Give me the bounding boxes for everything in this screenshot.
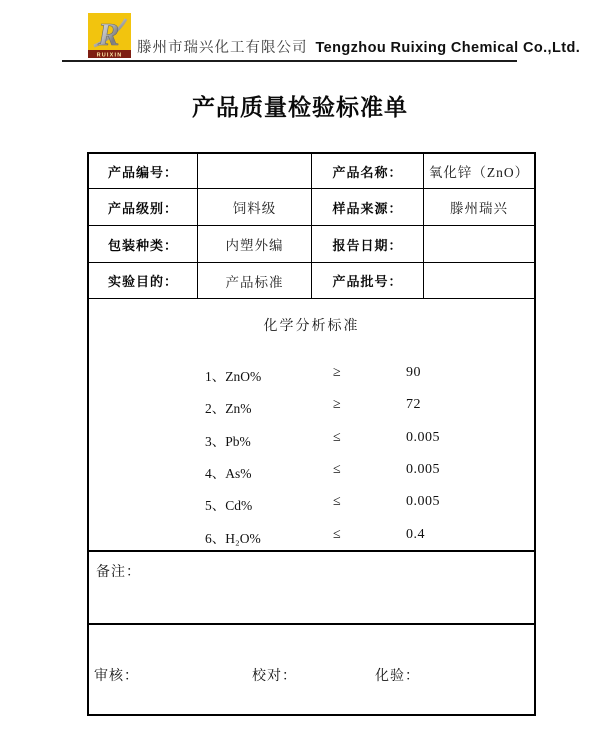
spec-table bbox=[87, 152, 536, 716]
field-label-product-no: 产品编号： bbox=[107, 164, 178, 180]
info-cell bbox=[89, 189, 198, 226]
logo-letter: R bbox=[98, 16, 120, 52]
analysis-section bbox=[89, 299, 534, 552]
field-label-report-date: 报告日期： bbox=[332, 237, 403, 253]
analysis-item-name: 5、Cd% bbox=[205, 498, 253, 513]
info-cell bbox=[424, 189, 534, 226]
field-label-sample-source: 样品来源： bbox=[332, 200, 403, 216]
analysis-item-name: 2、Zn% bbox=[205, 401, 252, 416]
proofread-label: 校对： bbox=[252, 669, 297, 684]
field-value-packaging-type: 内塑外编 bbox=[225, 238, 284, 253]
page-title: 产品质量检验标准单 bbox=[192, 94, 408, 120]
analysis-item-name: 4、As% bbox=[205, 466, 252, 481]
review-label: 审核： bbox=[94, 669, 139, 684]
analysis-item-name: 1、ZnO% bbox=[205, 369, 262, 384]
header-divider bbox=[62, 60, 517, 62]
remarks-section bbox=[89, 552, 534, 625]
info-cell bbox=[198, 189, 312, 226]
signature-section bbox=[89, 625, 534, 714]
analysis-item-h2o bbox=[89, 527, 534, 546]
ruixin-logo-icon bbox=[88, 13, 131, 58]
analysis-item-value: 0.005 bbox=[406, 430, 440, 445]
logo-brand-text: RUIXIN bbox=[96, 52, 123, 58]
analysis-item-as bbox=[89, 462, 534, 481]
analysis-item-zno bbox=[89, 365, 534, 384]
analysis-item-name: 6、H₂O% bbox=[205, 531, 261, 546]
info-cell bbox=[89, 154, 198, 189]
analysis-item-zn bbox=[89, 397, 534, 416]
analysis-item-pb bbox=[89, 430, 534, 449]
assay-label: 化验： bbox=[375, 669, 420, 684]
field-value-product-grade: 饲料级 bbox=[232, 201, 277, 216]
info-grid bbox=[89, 154, 534, 299]
analysis-item-value: 0.4 bbox=[406, 527, 425, 542]
info-cell bbox=[198, 154, 312, 189]
info-cell bbox=[89, 263, 198, 299]
analysis-heading: 化学分析标准 bbox=[263, 319, 360, 334]
field-label-packaging-type: 包装种类： bbox=[107, 237, 178, 253]
analysis-item-cd bbox=[89, 494, 534, 513]
info-cell bbox=[312, 154, 424, 189]
info-cell bbox=[89, 226, 198, 263]
letterhead bbox=[137, 36, 580, 57]
gte-symbol: ≥ bbox=[333, 397, 341, 412]
analysis-item-value: 0.005 bbox=[406, 494, 440, 509]
field-value-test-purpose: 产品标准 bbox=[225, 274, 284, 290]
gte-symbol: ≥ bbox=[333, 365, 341, 380]
info-cell bbox=[424, 154, 534, 189]
lte-symbol: ≤ bbox=[333, 494, 341, 509]
info-cell bbox=[312, 263, 424, 299]
company-name-en: Tengzhou Ruixing Chemical Co.,Ltd. bbox=[315, 40, 581, 56]
lte-symbol: ≤ bbox=[333, 462, 341, 477]
info-cell bbox=[424, 226, 534, 263]
field-label-product-name: 产品名称： bbox=[332, 164, 403, 180]
field-label-test-purpose: 实验目的： bbox=[107, 274, 178, 289]
field-value-product-name: 氧化锌（ZnO） bbox=[428, 165, 530, 180]
analysis-item-value: 72 bbox=[406, 397, 421, 412]
info-cell bbox=[198, 226, 312, 263]
lte-symbol: ≤ bbox=[333, 527, 341, 542]
field-value-sample-source: 滕州瑞兴 bbox=[450, 201, 508, 216]
info-cell bbox=[312, 189, 424, 226]
info-cell bbox=[424, 263, 534, 299]
analysis-item-value: 0.005 bbox=[406, 462, 440, 477]
info-cell bbox=[312, 226, 424, 263]
analysis-item-name: 3、Pb% bbox=[205, 434, 251, 449]
company-name-cn: 滕州市瑞兴化工有限公司 bbox=[137, 40, 308, 56]
remarks-label: 备注： bbox=[96, 565, 141, 580]
field-label-product-grade: 产品级别： bbox=[107, 200, 178, 216]
info-cell bbox=[198, 263, 312, 299]
lte-symbol: ≤ bbox=[333, 430, 341, 445]
field-label-batch-no: 产品批号： bbox=[332, 274, 403, 289]
analysis-item-value: 90 bbox=[406, 365, 421, 380]
